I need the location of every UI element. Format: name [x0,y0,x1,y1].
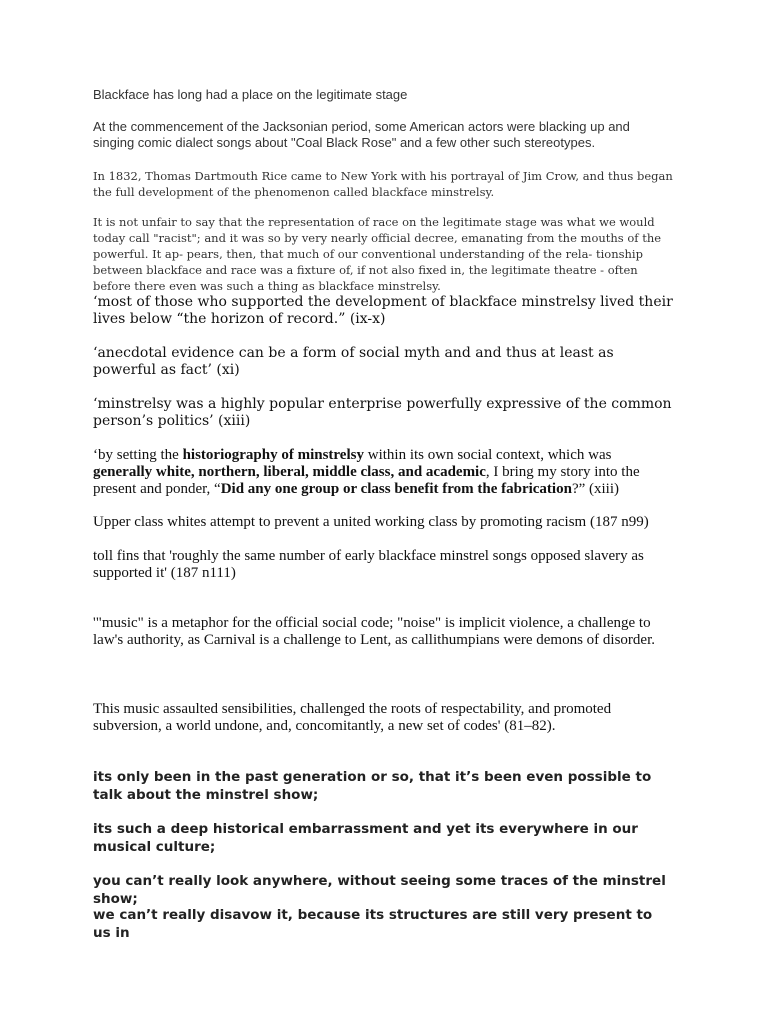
paragraph-past-generation: its only been in the past generation or so, that it’s been even possible to talk about the minstrel show; [93,769,652,803]
paragraph-embarrassment: its such a deep historical embarrassment and yet its everywhere in our musical culture; [93,821,638,855]
paragraph-rice: In 1832, Thomas Dartmouth Rice came to New York with his portrayal of Jim Crow, and thus began the full development of the phenomenon called blackface minstrelsy. [93,169,673,199]
paragraph-racist: It is not unfair to say that the representation of race on the legitimate stage was what we would today call "racist"; and it was so by very nearly official decree, emanating from the mouths of the powerful. It ap- pears, then, that much of our conventional understanding of the rela- tionship between blackface and race was a fixture of, if not also fixed in, the legitimate theatre - often before there even was such a thing as blackface minstrelsy. [93,215,662,293]
paragraph-traces: you can’t really look anywhere, without seeing some traces of the minstrel show; [93,873,666,907]
paragraph-upper-class: Upper class whites attempt to prevent a united working class by promoting racism (187 n99) [93,514,649,530]
paragraph-music-metaphor: '"music" is a metaphor for the official social code; "noise" is implicit violence, a challenge to law's authority, as Carnival is a challenge to Lent, as callithumpians were demons of disorder. [93,615,655,648]
quote-text: ‘by setting the [93,447,183,463]
paragraph-disavow: we can’t really disavow it, because its structures are still very present to us in [93,907,653,941]
quote-text: within its own social context, which was [363,447,612,463]
paragraph-toll: toll fins that 'roughly the same number of early blackface minstrel songs opposed slavery as supported it' (187 n111) [93,548,644,581]
heading-line: Blackface has long had a place on the legitimate stage [93,87,408,102]
quote-bold-text: Did any one group or class benefit from the fabrication [220,481,572,497]
quote-historiography [93,447,673,498]
quote-anecdotal: ‘anecdotal evidence can be a form of social myth and and thus at least as powerful as fact’ (xi) [93,345,614,378]
quote-horizon: ‘most of those who supported the development of blackface minstrelsy lived their lives below “the horizon of record.” (ix-x) [93,294,673,327]
quote-bold-text: generally white, northern, liberal, middle class, and academic [93,464,486,480]
quote-minstrelsy-popular: ‘minstrelsy was a highly popular enterprise powerfully expressive of the common person’s politics’ (xiii) [93,396,672,429]
quote-bold-text: historiography of minstrelsy [182,447,364,463]
quote-text: ?” (xiii) [571,481,619,497]
paragraph-jacksonian: At the commencement of the Jacksonian period, some American actors were blacking up and singing comic dialect songs about "Coal Black Rose" and a few other such stereotypes. [93,119,630,150]
quote-text: , I bring my story into the present and ponder, “ [93,464,640,497]
paragraph-music-assaulted: This music assaulted sensibilities, challenged the roots of respectability, and promoted subversion, a world undone, and, concomitantly, a new set of codes' (81–82). [93,701,612,734]
